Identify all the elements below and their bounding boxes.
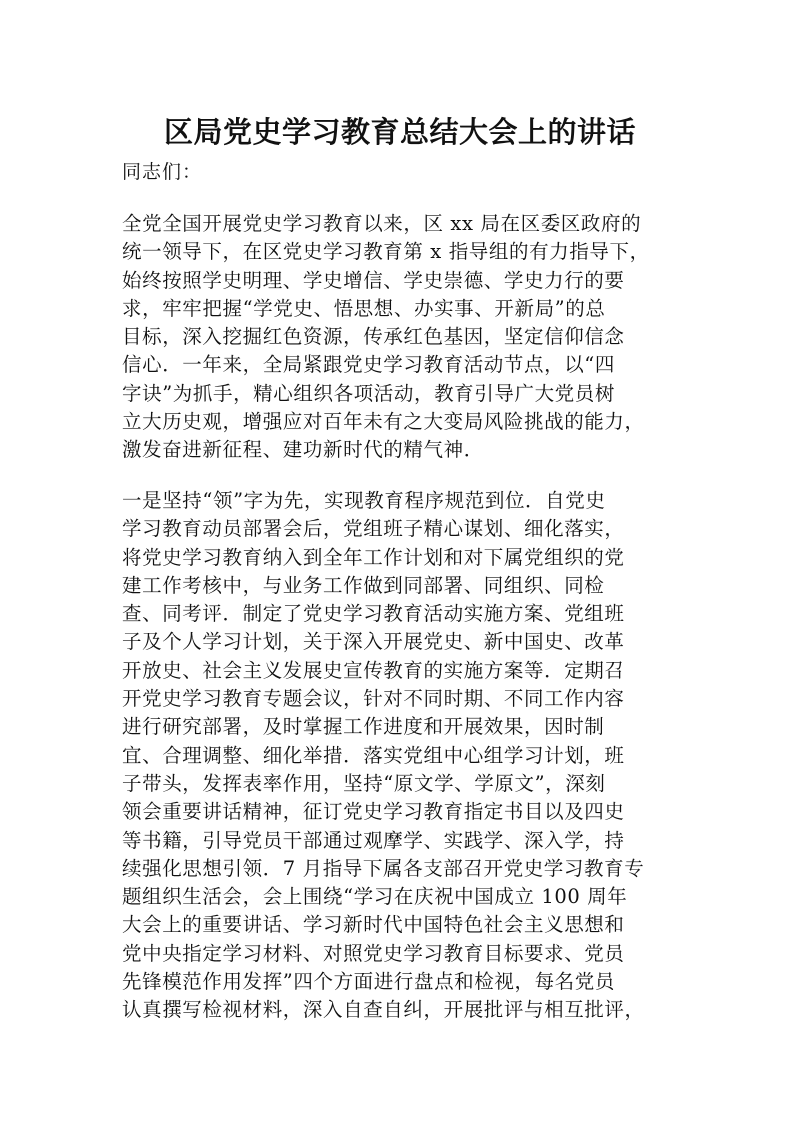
text-line: 题组织生活会，会上围绕“学习在庆祝中国成立 100 周年 [122, 885, 628, 909]
text-line: 开党史学习教育专题会议，针对不同时期、不同工作内容 [122, 687, 625, 711]
text-line: 宜、合理调整、细化举措．落实党组中心组学习计划，班 [122, 743, 625, 767]
text-line: 先锋模范作用发挥”四个方面进行盘点和检视，每名党员 [122, 970, 615, 994]
text-line: 求，牢牢把握“学党史、悟思想、办实事、开新局”的总 [122, 296, 606, 320]
text-line: 字诀”为抓手，精心组织各项活动，教育引导广大党员树 [122, 381, 615, 405]
text-line: 查、同考评．制定了党史学习教育活动实施方案、党组班 [122, 602, 625, 626]
paragraph-intro [122, 210, 678, 465]
text-line: 建工作考核中，与业务工作做到同部署、同组织、同检 [122, 573, 605, 597]
text-line: 大会上的重要讲话、学习新时代中国特色社会主义思想和 [122, 913, 625, 937]
text-line: 党中央指定学习材料、对照党史学习教育目标要求、党员 [122, 941, 625, 965]
greeting: 同志们： [122, 161, 203, 183]
text-line: 进行研究部署，及时掌握工作进度和开展效果，因时制 [122, 715, 605, 739]
text-line: 激发奋进新征程、建功新时代的精气神． [122, 438, 484, 462]
text-line: 立大历史观，增强应对百年未有之大变局风险挑战的能力， [122, 410, 645, 434]
text-line: 学习教育动员部署会后，党组班子精心谋划、细化落实， [122, 517, 625, 541]
text-line: 全党全国开展党史学习教育以来，区 xx 局在区委区政府的 [122, 212, 642, 235]
text-line: 开放史、社会主义发展史宣传教育的实施方案等．定期召 [122, 658, 625, 682]
text-line: 子带头，发挥表率作用，坚持“原文学、学原文”，深刻 [122, 771, 606, 795]
text-line: 信心．一年来，全局紧跟党史学习教育活动节点，以“四 [122, 353, 615, 377]
text-line: 一是坚持“领”字为先，实现教育程序规范到位．自党史 [122, 489, 606, 512]
text-line: 等书籍，引导党员干部通过观摩学、实践学、深入学，持 [122, 828, 625, 852]
document-title: 区局党史学习教育总结大会上的讲话 [163, 115, 636, 149]
text-line: 续强化思想引领．7 月指导下属各支部召开党史学习教育专 [122, 856, 645, 880]
text-line: 统一领导下，在区党史学习教育第 x 指导组的有力指导下， [122, 240, 650, 264]
text-line: 始终按照学史明理、学史增信、学史崇德、学史力行的要 [122, 268, 625, 292]
text-line: 目标，深入挖掘红色资源，传承红色基因，坚定信仰信念 [122, 325, 625, 349]
text-line: 领会重要讲话精神，征订党史学习教育指定书目以及四史 [122, 800, 625, 824]
text-line: 认真撰写检视材料，深入自查自纠，开展批评与相互批评， [122, 998, 645, 1022]
text-line: 子及个人学习计划，关于深入开展党史、新中国史、改革 [122, 630, 625, 654]
text-line: 将党史学习教育纳入到全年工作计划和对下属党组织的党 [122, 545, 625, 569]
paragraph-point-one [122, 487, 678, 1025]
